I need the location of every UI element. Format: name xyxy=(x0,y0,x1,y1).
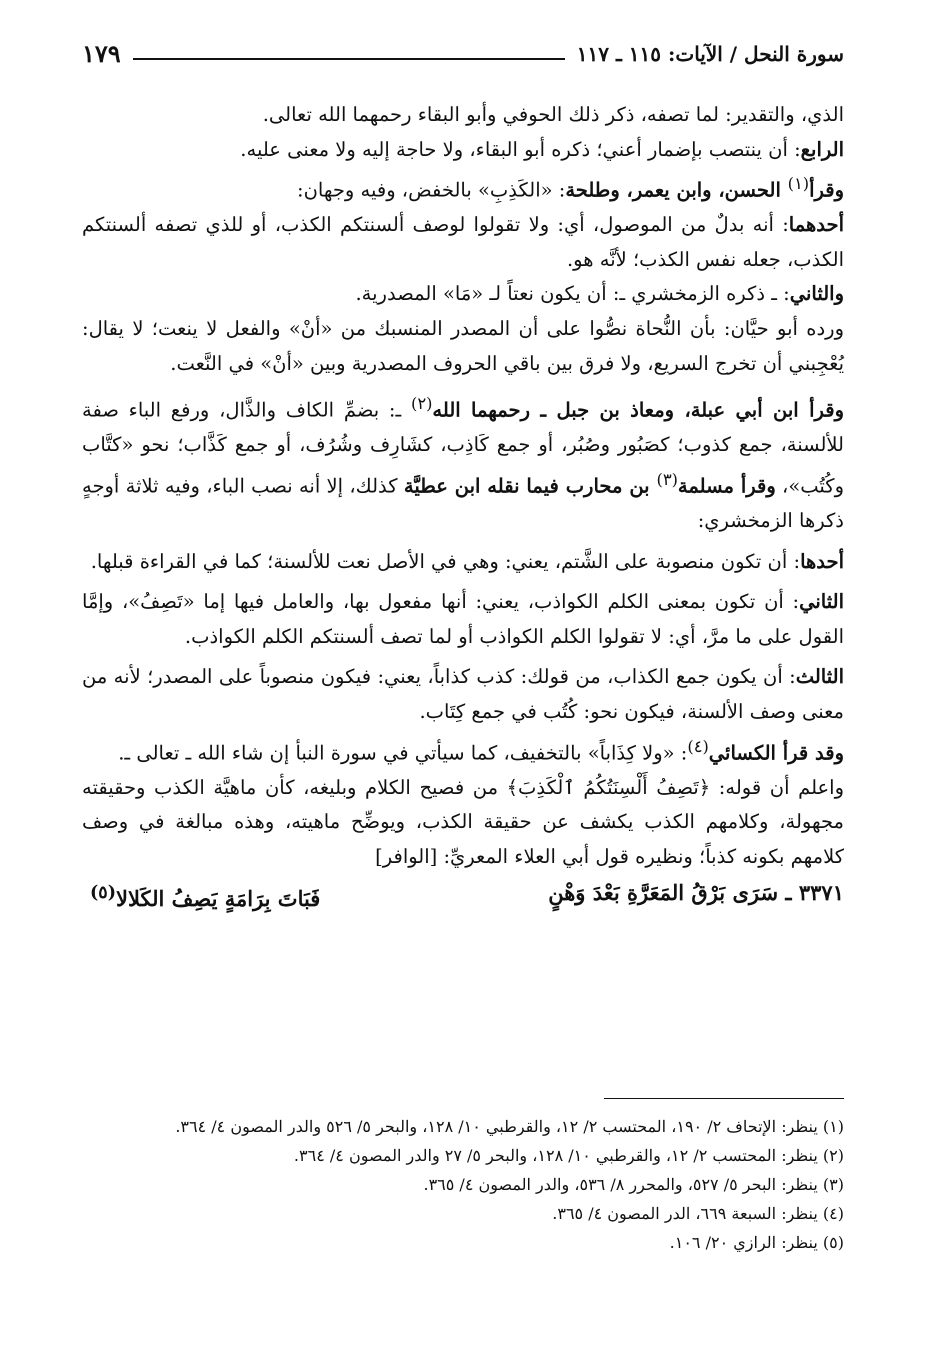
paragraph-lead: أحدهما xyxy=(788,213,844,237)
paragraph: واعلم أن قوله: ﴿تَصِفُ أَلْسِنَتُكُمُ ٱلْكَذِبَ﴾ من فصيح الكلام وبليغه، كأن ماهيَّة الكذب وحقيقته مجهولة، وكلامهم الكذب يكشف عن حقيقة الكذب، ويوضِّح ماهيته، وهذه مبالغة في وصف كلامهم بكونه كذباً؛ ونظيره قول أبي العلاء المعريِّ: [الوافر] xyxy=(82,775,844,868)
paragraph: الذي، والتقدير: لما تصفه، ذكر ذلك الحوفي وأبو البقاء رحمهما الله تعالى. xyxy=(262,103,844,126)
reader-names: بن محارب فيما نقله ابن عطيَّة xyxy=(403,474,657,498)
paragraph: الرابع: أن ينتصب بإضمار أعني؛ ذكره أبو البقاء، ولا حاجة إليه ولا معنى عليه. xyxy=(240,137,844,161)
paragraph: ورده أبو حيَّان: بأن النُّحاة نصُّوا على أن المصدر المنسبك من «أنْ» والفعل لا ينعت؛ لا يقال: يُعْجِبني أن تخرج السريع، ولا فرق بين باقي الحروف المصدرية وبين «أنْ» في النَّعت. xyxy=(82,317,844,375)
paragraph: وقد قرأ الكسائي$^{(٤)}$: «ولا كِذَاباً» بالتخفيف، كما سيأتي في سورة النبأ إن شاء الله ـ تعالى ـ. xyxy=(118,736,844,765)
footnote-marker: (٤) xyxy=(687,736,709,756)
footnote-marker: (٥) xyxy=(90,883,116,904)
footnote-separator xyxy=(604,1098,844,1099)
footnote-marker: (٣) xyxy=(656,469,678,489)
paragraph-lead: الثالث xyxy=(795,665,844,689)
paragraph-lead: وقد قرأ الكسائي xyxy=(708,741,844,765)
paragraph: أحدهما: أنه بدلٌ من الموصول، أي: ولا تقولوا لوصف ألسنتكم الكذب، أو للذي تصفه ألسنتكم الكذب، جعله نفس الكذب؛ لأنَّه هو. xyxy=(82,213,844,271)
running-title: سورة النحل / الآيات: ١١٥ ـ ١١٧ xyxy=(576,42,844,66)
poetry-verse xyxy=(82,876,844,917)
paragraph: والثاني: ـ ذكره الزمخشري ـ: أن يكون نعتاً لـ «مَا» المصدرية. xyxy=(355,282,844,306)
footnote: (٣) ينظر: البحر ٥/ ٥٢٧، والمحرر ٨/ ٥٣٦، والدر المصون ٤/ ٣٦٥. xyxy=(423,1175,844,1194)
reader-names: الحسن، وابن يعمر، وطلحة xyxy=(565,178,788,202)
reader-names: وقرأ مسلمة xyxy=(677,474,776,498)
main-text xyxy=(82,98,844,917)
footnote-marker: (٢) xyxy=(411,394,433,414)
paragraph-lead: أحدها xyxy=(800,549,844,573)
paragraph: وقرأ ابن أبي عبلة، ومعاذ بن جبل ـ رحمهما الله$^{(٢)}$ ـ: بضمِّ الكاف والذَّال، ورفع الباء صفة للألسنة، جمع كذوب؛ كصَبُور وصُبُر، أو جمع كَاذِب، كشَارِف وشُرُف، أو جمع كَذَّاب؛ نحو «كتَّاب وكُتُب»، وقرأ مسلمة$^{(٣)}$ بن محارب فيما نقله ابن عطيَّة كذلك، إلا أنه نصب الباء، وفيه ثلاثة أوجهٍ ذكرها الزمخشري: xyxy=(82,394,844,533)
paragraph: الثاني: أن تكون بمعنى الكلم الكواذب، يعني: أنها مفعول بها، والعامل فيها إما «تَصِفُ»، وإمَّا القول على ما مرَّ، أي: لا تقولوا الكلم الكواذب أو لما تصف ألسنتكم الكلم الكواذب. xyxy=(82,590,844,648)
paragraph: الثالث: أن يكون جمع الكذاب، من قولك: كذب كذاباً، يعني: فيكون منصوباً على المصدر؛ لأنه من معنى وصف الألسنة، فيكون نحو: كُتُب في جمع كِتَاب. xyxy=(82,665,844,723)
footnote: (٢) ينظر: المحتسب ٢/ ١٢، والقرطبي ١٠/ ١٢٨، والبحر ٥/ ٢٧ والدر المصون ٤/ ٣٦٤. xyxy=(293,1146,844,1165)
paragraph-lead: الثاني xyxy=(799,590,844,614)
page-header xyxy=(82,30,844,70)
page-number: ١٧٩ xyxy=(82,39,121,68)
verse-second-hemistich: فَبَاتَ بِرَامَةٍ يَصِفُ الكَلالا$^{(٥)}$ xyxy=(90,883,321,912)
header-rule xyxy=(133,58,565,60)
paragraph: أحدها: أن تكون منصوبة على الشَّتم، يعني: وهي في الأصل نعت للألسنة؛ كما في القراءة قبلها. xyxy=(90,549,844,573)
footnote: (٤) ينظر: السبعة ٦٦٩، الدر المصون ٤/ ٣٦٥. xyxy=(552,1204,844,1223)
footnotes xyxy=(82,1112,844,1257)
paragraph-lead: وقرأ xyxy=(809,178,844,202)
paragraph-lead: الرابع xyxy=(800,137,844,161)
verse-first-hemistich: ٣٣٧١ ـ سَرَى بَرْقُ المَعَرَّةِ بَعْدَ وَهْنٍ xyxy=(548,880,844,906)
paragraph-lead: والثاني xyxy=(789,282,844,306)
footnote: (٥) ينظر: الرازي ٢٠/ ١٠٦. xyxy=(669,1233,844,1252)
paragraph: وقرأ$^{(١)}$ الحسن، وابن يعمر، وطلحة: «الكَذِبِ» بالخفض، وفيه وجهان: xyxy=(297,174,844,202)
paragraph-lead: وقرأ ابن أبي عبلة، ومعاذ بن جبل ـ رحمهما الله xyxy=(432,398,844,422)
footnote: (١) ينظر: الإتحاف ٢/ ١٩٠، المحتسب ٢/ ١٢، والقرطبي ١٠/ ١٢٨، والبحر ٥/ ٥٢٦ والدر المصون ٤/ ٣٦٤. xyxy=(175,1117,844,1136)
footnote-marker: (١) xyxy=(787,174,810,194)
